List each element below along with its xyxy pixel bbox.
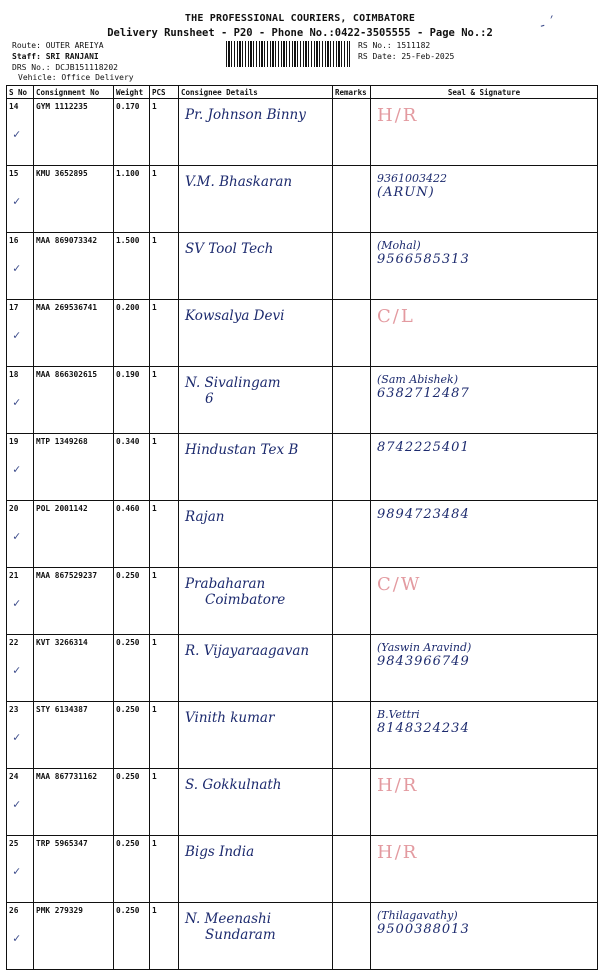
row-consignee: N. Meenashi Sundaram bbox=[179, 903, 333, 970]
row-consignee: Rajan bbox=[179, 501, 333, 568]
row-remarks bbox=[333, 434, 371, 501]
row-consignee: Hindustan Tex B bbox=[179, 434, 333, 501]
row-pcs: 1 bbox=[150, 501, 179, 568]
row-sno: 15 ✓ bbox=[7, 166, 34, 233]
row-pcs: 1 bbox=[150, 568, 179, 635]
tick-mark-icon: ✓ bbox=[13, 261, 21, 275]
tick-mark-icon: ✓ bbox=[13, 931, 21, 945]
row-signature: H/R bbox=[371, 769, 598, 836]
col-weight: Weight bbox=[114, 86, 150, 99]
table-row bbox=[7, 903, 598, 970]
table-row bbox=[7, 166, 598, 233]
row-signature: H/R bbox=[371, 99, 598, 166]
row-consignee: Pr. Johnson Binny bbox=[179, 99, 333, 166]
row-pcs: 1 bbox=[150, 769, 179, 836]
row-consignment-no: MAA 269536741 bbox=[34, 300, 114, 367]
col-consignee: Consignee Details bbox=[179, 86, 333, 99]
row-remarks bbox=[333, 635, 371, 702]
table-row bbox=[7, 99, 598, 166]
table-row bbox=[7, 702, 598, 769]
row-weight: 0.250 bbox=[114, 635, 150, 702]
row-weight: 0.190 bbox=[114, 367, 150, 434]
row-consignment-no: MAA 869073342 bbox=[34, 233, 114, 300]
row-weight: 1.500 bbox=[114, 233, 150, 300]
tick-mark-icon: ✓ bbox=[13, 596, 21, 610]
tick-mark-icon: ✓ bbox=[13, 797, 21, 811]
row-consignment-no: TRP 5965347 bbox=[34, 836, 114, 903]
row-consignment-no: MTP 1349268 bbox=[34, 434, 114, 501]
row-consignee: R. Vijayaraagavan bbox=[179, 635, 333, 702]
row-remarks bbox=[333, 702, 371, 769]
row-sno: 21 ✓ bbox=[7, 568, 34, 635]
row-consignment-no: KVT 3266314 bbox=[34, 635, 114, 702]
rs-number: RS No.: 1511182 bbox=[358, 41, 431, 50]
row-consignee: Vinith kumar bbox=[179, 702, 333, 769]
row-remarks bbox=[333, 769, 371, 836]
row-sno: 26 ✓ bbox=[7, 903, 34, 970]
table-row bbox=[7, 233, 598, 300]
table-row bbox=[7, 367, 598, 434]
row-consignee: N. Sivalingam 6 bbox=[179, 367, 333, 434]
row-remarks bbox=[333, 99, 371, 166]
row-pcs: 1 bbox=[150, 836, 179, 903]
row-consignee: Prabaharan Coimbatore bbox=[179, 568, 333, 635]
margin-mark: - ˊ bbox=[538, 14, 558, 34]
row-remarks bbox=[333, 568, 371, 635]
row-weight: 0.250 bbox=[114, 903, 150, 970]
row-consignee: V.M. Bhaskaran bbox=[179, 166, 333, 233]
row-consignment-no: PMK 279329 bbox=[34, 903, 114, 970]
row-weight: 0.460 bbox=[114, 501, 150, 568]
table-header-row bbox=[7, 86, 598, 99]
row-sno: 18 ✓ bbox=[7, 367, 34, 434]
row-signature: 9361003422 (ARUN) bbox=[371, 166, 598, 233]
table-row bbox=[7, 434, 598, 501]
barcode-image bbox=[226, 41, 350, 67]
row-pcs: 1 bbox=[150, 233, 179, 300]
tick-mark-icon: ✓ bbox=[13, 730, 21, 744]
row-consignee: S. Gokkulnath bbox=[179, 769, 333, 836]
row-signature: (Mohal) 9566585313 bbox=[371, 233, 598, 300]
row-pcs: 1 bbox=[150, 300, 179, 367]
row-pcs: 1 bbox=[150, 367, 179, 434]
row-remarks bbox=[333, 501, 371, 568]
row-weight: 0.250 bbox=[114, 702, 150, 769]
row-weight: 0.200 bbox=[114, 300, 150, 367]
row-signature: H/R bbox=[371, 836, 598, 903]
col-sno: S No bbox=[7, 86, 34, 99]
row-consignment-no: KMU 3652895 bbox=[34, 166, 114, 233]
tick-mark-icon: ✓ bbox=[13, 864, 21, 878]
row-pcs: 1 bbox=[150, 635, 179, 702]
row-signature: (Thilagavathy) 9500388013 bbox=[371, 903, 598, 970]
row-consignment-no: MAA 867529237 bbox=[34, 568, 114, 635]
row-sno: 25 ✓ bbox=[7, 836, 34, 903]
route-label: Route: OUTER AREIYA bbox=[12, 41, 104, 50]
drs-label: DRS No.: DCJB151118202 bbox=[12, 63, 118, 72]
table-row bbox=[7, 769, 598, 836]
runsheet-subtitle: Delivery Runsheet - P20 - Phone No.:0422-3505555 - Page No.:2 bbox=[107, 27, 493, 39]
row-remarks bbox=[333, 367, 371, 434]
row-weight: 0.170 bbox=[114, 99, 150, 166]
runsheet-table bbox=[6, 85, 598, 970]
row-consignment-no: POL 2001142 bbox=[34, 501, 114, 568]
row-signature: C/L bbox=[371, 300, 598, 367]
row-consignment-no: STY 6134387 bbox=[34, 702, 114, 769]
row-remarks bbox=[333, 233, 371, 300]
row-weight: 0.250 bbox=[114, 568, 150, 635]
row-sno: 20 ✓ bbox=[7, 501, 34, 568]
row-sno: 24 ✓ bbox=[7, 769, 34, 836]
row-sno: 17 ✓ bbox=[7, 300, 34, 367]
tick-mark-icon: ✓ bbox=[13, 663, 21, 677]
row-signature: B.Vettri 8148324234 bbox=[371, 702, 598, 769]
row-remarks bbox=[333, 903, 371, 970]
tick-mark-icon: ✓ bbox=[13, 529, 21, 543]
row-consignee: Kowsalya Devi bbox=[179, 300, 333, 367]
row-signature: 9894723484 bbox=[371, 501, 598, 568]
rs-date: RS Date: 25-Feb-2025 bbox=[358, 52, 455, 61]
row-signature: C/W bbox=[371, 568, 598, 635]
table-row bbox=[7, 300, 598, 367]
col-signature: Seal & Signature bbox=[371, 86, 598, 99]
row-pcs: 1 bbox=[150, 434, 179, 501]
row-pcs: 1 bbox=[150, 99, 179, 166]
row-sno: 22 ✓ bbox=[7, 635, 34, 702]
row-consignee: SV Tool Tech bbox=[179, 233, 333, 300]
row-weight: 0.250 bbox=[114, 769, 150, 836]
row-remarks bbox=[333, 836, 371, 903]
row-pcs: 1 bbox=[150, 166, 179, 233]
company-title: THE PROFESSIONAL COURIERS, COIMBATORE bbox=[184, 13, 416, 24]
row-signature: (Yaswin Aravind) 9843966749 bbox=[371, 635, 598, 702]
row-remarks bbox=[333, 166, 371, 233]
staff-label: Staff: SRI RANJANI bbox=[12, 52, 99, 61]
row-consignment-no: GYM 1112235 bbox=[34, 99, 114, 166]
table-row bbox=[7, 501, 598, 568]
row-weight: 1.100 bbox=[114, 166, 150, 233]
row-signature: 8742225401 bbox=[371, 434, 598, 501]
col-remarks: Remarks bbox=[333, 86, 371, 99]
table-row bbox=[7, 635, 598, 702]
col-pcs: PCS bbox=[150, 86, 179, 99]
tick-mark-icon: ✓ bbox=[13, 194, 21, 208]
row-sno: 16 ✓ bbox=[7, 233, 34, 300]
row-signature: (Sam Abishek) 6382712487 bbox=[371, 367, 598, 434]
row-consignee: Bigs India bbox=[179, 836, 333, 903]
vehicle-label: Vehicle: Office Delivery bbox=[18, 73, 134, 82]
tick-mark-icon: ✓ bbox=[13, 328, 21, 342]
row-weight: 0.250 bbox=[114, 836, 150, 903]
table-row bbox=[7, 568, 598, 635]
tick-mark-icon: ✓ bbox=[13, 395, 21, 409]
row-pcs: 1 bbox=[150, 903, 179, 970]
tick-mark-icon: ✓ bbox=[13, 127, 21, 141]
row-consignment-no: MAA 866302615 bbox=[34, 367, 114, 434]
col-consignment: Consignment No bbox=[34, 86, 114, 99]
table-row bbox=[7, 836, 598, 903]
row-sno: 14 ✓ bbox=[7, 99, 34, 166]
row-remarks bbox=[333, 300, 371, 367]
row-consignment-no: MAA 867731162 bbox=[34, 769, 114, 836]
row-weight: 0.340 bbox=[114, 434, 150, 501]
tick-mark-icon: ✓ bbox=[13, 462, 21, 476]
row-sno: 19 ✓ bbox=[7, 434, 34, 501]
row-sno: 23 ✓ bbox=[7, 702, 34, 769]
row-pcs: 1 bbox=[150, 702, 179, 769]
